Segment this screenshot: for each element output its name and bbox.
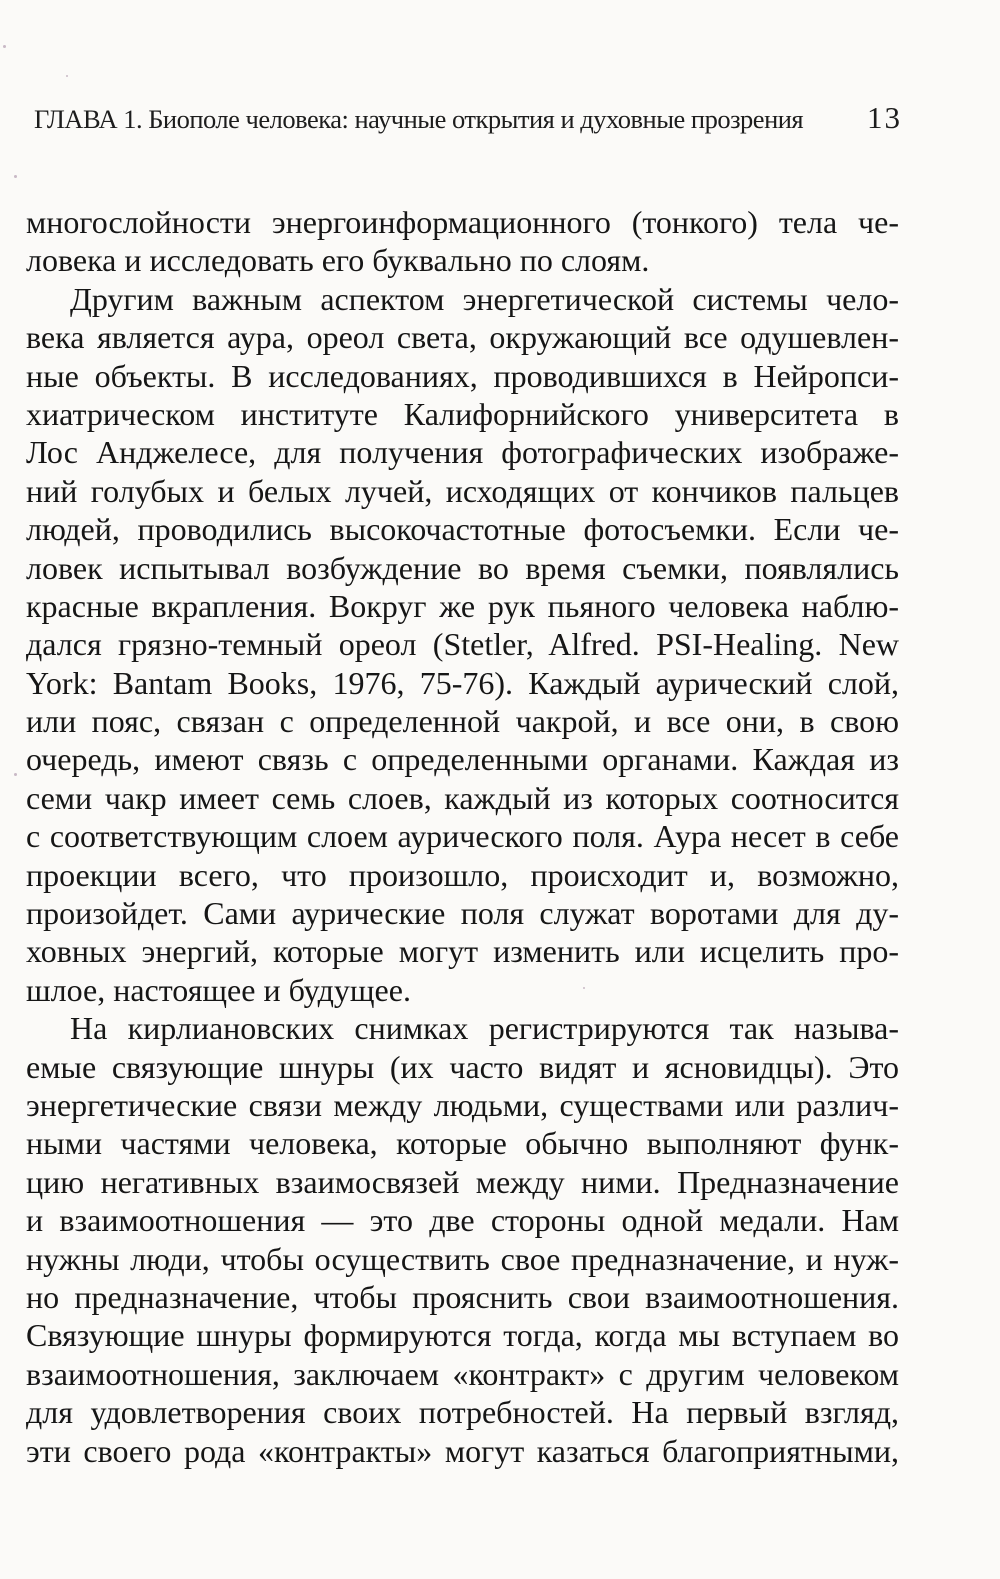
text-line: проекции всего, что произошло, происходит и, возможно, bbox=[26, 856, 899, 893]
text-line: красные вкрапления. Вокруг же рук пьяного человека наблю- bbox=[26, 587, 899, 624]
text-line: людей, проводились высокочастотные фотосъемки. Если че- bbox=[26, 511, 899, 548]
text-line: дался грязно-темный ореол (Stetler, Alfred. PSI-Healing. New bbox=[26, 626, 899, 663]
text-line: и взаимоотношения — это две стороны одной медали. Нам bbox=[26, 1202, 899, 1239]
text-line: Связующие шнуры формируются тогда, когда мы вступаем во bbox=[26, 1317, 899, 1354]
text-line: но предназначение, чтобы прояснить свои взаимоотношения. bbox=[26, 1278, 899, 1315]
scan-speck bbox=[14, 175, 17, 178]
text-line: семи чакр имеет семь слоев, каждый из которых соотносится bbox=[26, 779, 899, 816]
chapter-title: ГЛАВА 1. Биополе человека: научные открытия и духовные прозрения bbox=[34, 104, 804, 134]
text-line: York: Bantam Books, 1976, 75-76). Каждый аурический слой, bbox=[26, 664, 899, 701]
text-line: ловек испытывал возбуждение во время съемки, появлялись bbox=[26, 549, 899, 586]
scan-speck bbox=[66, 75, 68, 77]
scan-speck bbox=[14, 773, 17, 776]
text-line: с соответствующим слоем аурического поля. Аура несет в себе bbox=[26, 818, 899, 855]
text-line: цию негативных взаимосвязей между ними. Предназначение bbox=[26, 1163, 899, 1200]
text-line: хиатрическом институте Калифорнийского университета в bbox=[26, 395, 899, 432]
text-line: произойдет. Сами аурические поля служат воротами для ду- bbox=[26, 895, 899, 932]
text-line: эти своего рода «контракты» могут казаться благоприятными, bbox=[26, 1432, 899, 1469]
text-line: ные объекты. В исследованиях, проводившихся в Нейропси- bbox=[26, 357, 899, 394]
text-line: ний голубых и белых лучей, исходящих от кончиков пальцев bbox=[26, 472, 899, 509]
text-line: многослойности энергоинформационного (тонкого) тела че- bbox=[26, 204, 899, 240]
page-number: 13 bbox=[867, 100, 902, 135]
text-line: Другим важным аспектом энергетической системы чело- bbox=[70, 280, 899, 317]
text-line: ловека и исследовать его буквально по слоям. bbox=[26, 242, 650, 279]
text-line: ными частями человека, которые обычно выполняют функ- bbox=[26, 1125, 899, 1162]
text-line: века является аура, ореол света, окружающий все одушевлен- bbox=[26, 319, 899, 356]
text-line: ховных энергий, которые могут изменить или исцелить про- bbox=[26, 933, 899, 970]
text-line: очередь, имеют связь с определенными органами. Каждая из bbox=[26, 741, 899, 778]
text-line: для удовлетворения своих потребностей. На первый взгляд, bbox=[26, 1394, 899, 1431]
text-line: нужны люди, чтобы осуществить свое предназначение, и нуж- bbox=[26, 1240, 899, 1277]
running-header bbox=[34, 100, 902, 140]
text-line: Лос Анджелесе, для получения фотографических изображе- bbox=[26, 434, 899, 471]
text-line: или пояс, связан с определенной чакрой, и все они, в свою bbox=[26, 703, 899, 740]
text-line: емые связующие шнуры (их часто видят и ясновидцы). Это bbox=[26, 1048, 899, 1085]
text-line: шлое, настоящее и будущее. bbox=[26, 971, 411, 1008]
text-line: взаимоотношения, заключаем «контракт» с другим человеком bbox=[26, 1355, 899, 1392]
text-line: энергетические связи между людьми, существами или различ- bbox=[26, 1086, 899, 1123]
scan-speck bbox=[3, 45, 6, 48]
text-line: На кирлиановских снимках регистрируются так называ- bbox=[70, 1010, 899, 1047]
body-text bbox=[26, 203, 899, 1470]
